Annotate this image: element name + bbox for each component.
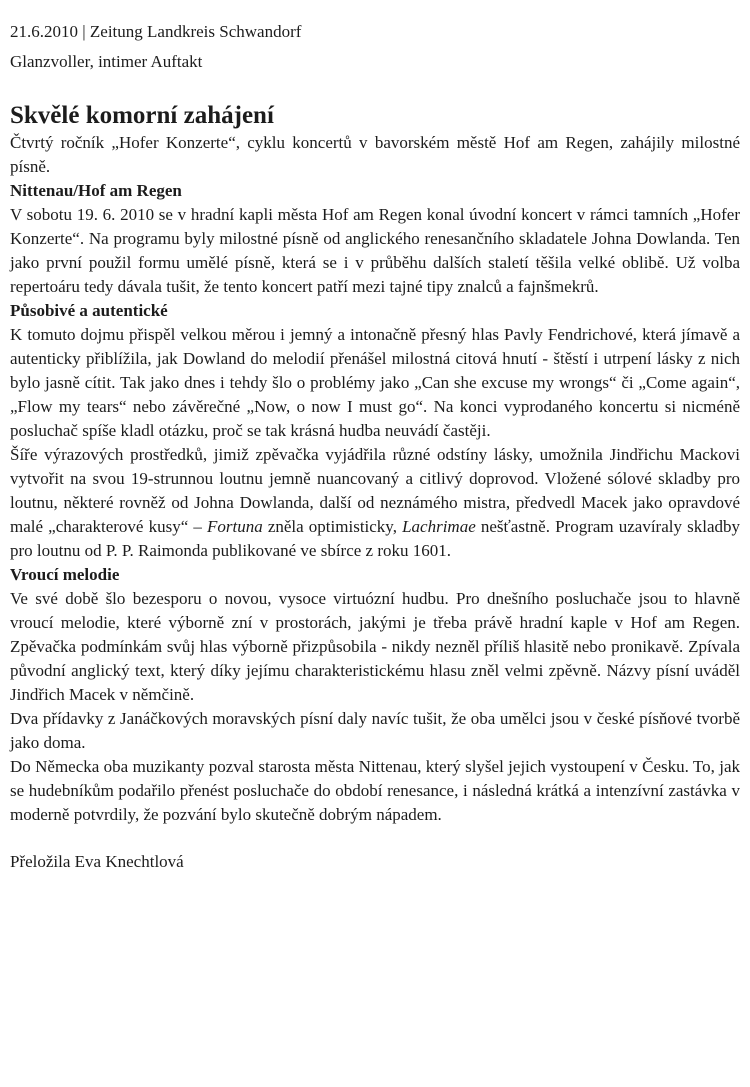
- translator-credit: Přeložila Eva Knechtlová: [10, 852, 184, 871]
- title-lachrimae: Lachrimae: [402, 517, 476, 536]
- article-headline: Skvělé komorní zahájení: [10, 102, 274, 129]
- lute-text-part2: zněla optimisticky,: [262, 517, 403, 536]
- paragraph-singer: K tomuto dojmu přispěl velkou měrou i jemný a intonačně přesný hlas Pavly Fendrichové, která jímavě a autenticky přiblížila, jak Dowland do melodií přenášel milostná citová hnutí - štěstí i utrpení lásky z nich bylo jasně cítit. Tak jako dnes i tehdy šlo o problémy jako „Can she excuse my wrongs“ či „Come again“, „Flow my tears“ nebo závěrečné „Now, o now I must go“. Na konci vyprodaného koncertu si nicméně posluchač spíše kladl otázku, proč se tak krásná hudba neuvádí častěji.: [10, 325, 740, 440]
- paragraph-concert-intro: V sobotu 19. 6. 2010 se v hradní kapli města Hof am Regen konal úvodní koncert v rámci tamních „Hofer Konzerte“. Na programu byly milostné písně od anglického renesančního skladatele Johna Dowlanda. Ten jako první použil formu umělé písně, která se i v průběhu dalších staletí těšila velké oblibě. Už volba repertoáru tedy dávala tušit, že tento koncert patří mezi tajné tipy znalců a fajnšmekrů.: [10, 205, 740, 296]
- lute-text-part1: Šíře výrazových prostředků, jimiž zpěvačka vyjádřila různé odstíny lásky, umožnila Jindřichu Mackovi vytvořit na svou 19-strunnou loutnu jemně nuancovaný a citlivý doprovod. Vložené sólové skladby pro loutnu, některé rovněž od Johna Dowlanda, další od neznámého mistra, předvedl Macek jako opravdové malé „charakterové kusy“ –: [10, 445, 740, 536]
- section-heading-melodies: Vroucí melodie: [10, 565, 120, 584]
- section-heading-impressive: Působivé a autentické: [10, 301, 168, 320]
- lute-text-part3: nešťastně. Program uzavíraly skladby pro loutnu od P. P. Raimonda publikované ve sbírce z roku 1601.: [10, 517, 740, 560]
- separator: |: [82, 22, 86, 41]
- paragraph-lute: [10, 443, 740, 563]
- section-heading-nittenau: Nittenau/Hof am Regen: [10, 181, 182, 200]
- paragraph-virtuoso: Ve své době šlo bezesporu o novou, vysoce virtuózní hudbu. Pro dnešního posluchače jsou to hlavně vroucí melodie, které výborně zní v prostorách, jakými je třeba právě hradní kaple v Hof am Regen. Zpěvačka podmínkám svůj hlas výborně přizpůsobila - nikdy nezněl příliš hlasitě nebo pronikavě. Zpívala původní anglický text, který díky jejímu charakteristickému hlasu zněl velmi zpěvně. Názvy písní uváděl Jindřich Macek v němčině.: [10, 589, 740, 704]
- article-intro: Čtvrtý ročník „Hofer Konzerte“, cyklu koncertů v bavorském městě Hof am Regen, zahájily milostné písně.: [10, 133, 740, 176]
- publication-date: 21.6.2010: [10, 22, 78, 41]
- article-page: [10, 14, 740, 874]
- title-fortuna: Fortuna: [206, 517, 263, 536]
- publication-line: [10, 20, 740, 44]
- paragraph-invitation: Do Německa oba muzikanty pozval starosta města Nittenau, který slyšel jejich vystoupení v Česku. To, jak se hudebníkům podařilo přenést posluchače do období renesance, i následná krátká a intenzívní zastávka v moderně potvrdily, že pozvání bylo skutečně dobrým nápadem.: [10, 757, 740, 824]
- original-title: Glanzvoller, intimer Auftakt: [10, 52, 203, 71]
- paragraph-encores: Dva přídavky z Janáčkových moravských písní daly navíc tušit, že oba umělci jsou v české písňové tvorbě jako doma.: [10, 709, 740, 752]
- publication-source: Zeitung Landkreis Schwandorf: [89, 22, 302, 41]
